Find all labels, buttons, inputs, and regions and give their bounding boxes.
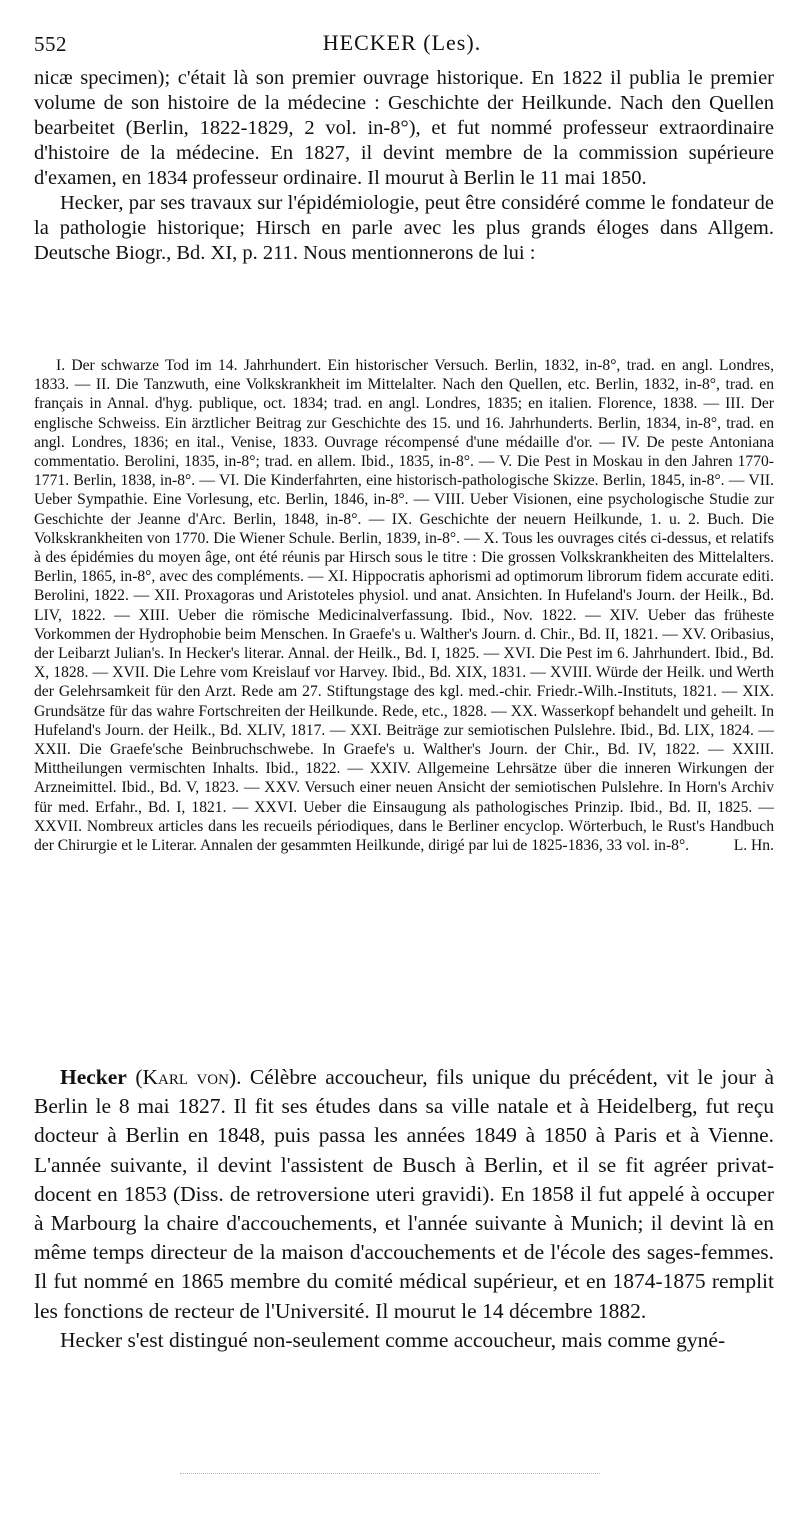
author-signature: L. Hn. <box>733 837 774 855</box>
intro-paragraph: Hecker, par ses travaux sur l'épidémiologie, peut être considéré comme le fondateur de la pathologie historique; Hirsch en parle avec les plus grands éloges dans Allgem. Deutsche Biogr., Bd. XI, p. 211. Nous mentionnerons de lui : <box>34 192 774 264</box>
intro-paragraph: nicæ specimen); c'était là son premier ouvrage historique. En 1822 il publia le premier volume de son histoire de la médecine : Geschichte der Heilkunde. Nach den Quellen bearbeitet (Berlin, 1822-1829, 2 vol. in-8°), et fut nommé professeur extraordinaire d'histoire de la médecine. En 1827, il devint membre de la commission supérieure d'examen, en 1834 professeur ordinaire. Il mourut à Berlin le 11 mai 1850. <box>34 67 774 189</box>
bibliography-text: I. Der schwarze Tod im 14. Jahrhundert. Ein historischer Versuch. Berlin, 1832, in-8°, trad. en angl. Londres, 1833. — II. Die Tanzwuth, eine Volkskrankheit im Mittelalter. Nach den Quellen, etc. Berlin, 1832, in-8°, trad. en français in Annal. d'hyg. publique, oct. 1834; trad. en angl. Londres, 1835; en italien. Florence, 1838. — III. Der englische Schweiss. Ein ärztlicher Beitrag zur Geschichte des 15. und 16. Jahrhunderts. Berlin, 1834, in-8°, trad. en angl. Londres, 1836; en ital., Venise, 1833. Ouvrage récompensé d'une médaille d'or. — IV. De peste Antoniana commentatio. Berolini, 1835, in-8°; trad. en allem. Ibid., 1835, in-8°. — V. Die Pest in Moskau in den Jahren 1770-1771. Berlin, 1838, in-8°. — VI. Die Kinderfahrten, eine historisch-pathologische Skizze. Berlin, 1845, in-8°. — VII. Ueber Sympathie. Eine Vorlesung, etc. Berlin, 1846, in-8°. — VIII. Ueber Visionen, eine psychologische Studie zur Geschichte der Jeanne d'Arc. Berlin, 1848, in-8°. — IX. Geschichte der neuern Heilkunde, 1. u. 2. Buch. Die Volkskrankheiten von 1770. Die Wiener Schule. Berlin, 1839, in-8°. — X. Tous les ouvrages cités ci-dessus, et relatifs à des épidémies du moyen âge, ont été réunis par Hirsch sous le titre : Die grossen Volkskrankheiten des Mittelalters. Berlin, 1865, in-8°, avec des compléments. — XI. Hippocratis aphorismi ad optimorum librorum fidem accurate editi. Berolini, 1822. — XII. Proxagoras und Aristoteles physiol. und anat. Ansichten. In Hufeland's Journ. der Heilk., Bd. LIV, 1822. — XIII. Ueber die römische Medicinalverfassung. Ibid., Nov. 1822. — XIV. Ueber das früheste Vorkommen der Hydrophobie beim Menschen. In Graefe's u. Walther's Journ. d. Chir., Bd. II, 1821. — XV. Oribasius, der Leibarzt Julian's. In Hecker's literar. Annal. der Heilk., Bd. I, 1825. — XVI. Die Pest im 6. Jahrhundert. Ibid., Bd. X, 1828. — XVII. Die Lehre vom Kreislauf vor Harvey. Ibid., Bd. XIX, 1831. — XVIII. Würde der Heilk. und Werth der Gelehrsamkeit für den Arzt. Rede am 27. Stiftungstage des kgl. med.-chir. Friedr.-Wilh.-Instituts, 1821. — XIX. Grundsätze für das wahre Fortschreiten der Heilkunde. Rede, etc., 1828. — XX. Wasserkopf behandelt und geheilt. In Hufeland's Journ. der Heilk., Bd. XLIV, 1817. — XXI. Beiträge zur semiotischen Pulslehre. Ibid., Bd. LIX, 1824. — XXII. Die Graefe'sche Beinbruchschwebe. In Graefe's u. Walther's Journ. der Chir., Bd. IV, 1822. — XXIII. Mittheilungen vermischten Inhalts. Ibid., 1822. — XXIV. Allgemeine Lehrsätze über die inneren Wirkungen der Arzneimittel. Ibid., Bd. V, 1823. — XXV. Versuch einer neuen Ansicht der semiotischen Pulslehre. In Horn's Archiv für med. Erfahr., Bd. I, 1821. — XXVI. Ueber die Einsaugung als pathologisches Prinzip. Ibid., Bd. II, 1825. — XXVII. Nombreux articles dans les recueils périodiques, dans le Berliner encyclop. Wörterbuch, le Rust's Handbuch der Chirurgie et le Literar. Annalen der gesammten Heilkunde, dirigé par lui de 1825-1836, 33 vol. in-8°. <box>34 357 774 855</box>
entry-headword: Hecker <box>60 1065 127 1089</box>
intro-section <box>34 66 774 266</box>
entry-paragraph: Hecker s'est distingué non-seulement comme accoucheur, mais comme gyné- <box>60 1327 726 1352</box>
entry-paragraph <box>34 1063 774 1326</box>
page-number: 552 <box>34 32 67 56</box>
entry-section <box>34 1063 774 1355</box>
bibliography-section <box>34 356 774 855</box>
footer-smudge <box>180 1473 600 1477</box>
entry-body-text: Célèbre accoucheur, fils unique du précédent, vit le jour à Berlin le 8 mai 1827. Il fit ses études dans sa ville natale et à Heidelberg, fut reçu docteur à Berlin en 1848, puis passa les années 1849 à 1850 à Paris et à Vienne. L'année suivante, il devint l'assistent de Busch à Berlin, et il se fit agréer privat-docent en 1853 (Diss. de retroversione uteri gravidi). En 1858 il fut appelé à occuper à Marbourg la chaire d'accouchements, et l'année suivante à Munich; il devint là en même temps directeur de la maison d'accouchements et de l'école des sages-femmes. Il fut nommé en 1865 membre du comité médical supérieur, et en 1874-1875 remplit les fonctions de recteur de l'Université. Il mourut le 14 décembre 1882. <box>34 1065 775 1323</box>
entry-headword-name: (Karl von). <box>135 1065 242 1089</box>
page-header <box>34 30 770 60</box>
running-head: HECKER (Les). <box>322 30 482 55</box>
bibliography-list <box>34 356 774 855</box>
